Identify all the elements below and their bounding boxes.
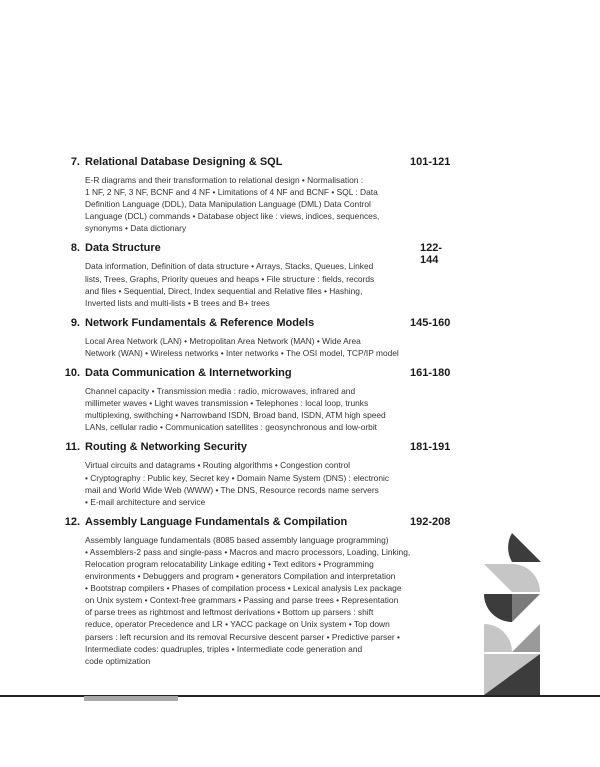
chapter-number: 8.: [70, 242, 80, 255]
topic-line: millimeter waves • Light waves transmission • Telephones : local loop, trunks: [85, 398, 369, 409]
chapter-title: Data Communication & Internetworking: [85, 367, 292, 380]
topic-line: on Unix system • Context-free grammars • Passing and parse trees • Representation: [85, 595, 399, 606]
toc-entry-7: [58, 156, 458, 234]
chapter-title: Network Fundamentals & Reference Models: [85, 316, 315, 329]
page-range: 101-121: [410, 156, 451, 168]
topic-line: • Cryptography : Public key, Secret key • Domain Name System (DNS) : electronic: [85, 472, 390, 483]
topic-line: environments • Debuggers and program • generators Compilation and interpretation: [85, 571, 396, 582]
page-range: 145-160: [410, 316, 451, 329]
topic-line: lists, Trees, Graphs, Priority queues and heaps • File structure : fields, records: [85, 273, 375, 284]
chapter-topics: [85, 260, 415, 308]
chapter-number: 10.: [64, 367, 80, 380]
toc-entry-8: [58, 242, 458, 308]
toc-entry-9: [58, 317, 458, 359]
topic-line: Definition Language (DDL), Data Manipulation Language (DML) Data Control: [85, 199, 371, 210]
geometric-leaf-motif-icon: [484, 533, 542, 695]
toc-entry-12: [58, 516, 458, 667]
chapter-topics: [85, 534, 415, 667]
chapter-number: 7.: [70, 156, 80, 168]
topic-line: E-R diagrams and their transformation to relational design • Normalisation :: [85, 175, 364, 185]
chapter-topics: [85, 385, 415, 433]
topic-line: multiplexing, swithching • Narrowband ISDN, Broad band, ISDN, ATM high speed: [85, 410, 386, 421]
topic-line: Data information, Definition of data structure • Arrays, Stacks, Queues, Linked: [85, 261, 374, 272]
topic-line: reduce, operator Precedence and LR • YACC package on Unix system • Top down: [85, 619, 390, 630]
topic-line: Channel capacity • Transmission media : radio, microwaves, infrared and: [85, 386, 356, 397]
topic-line: 1 NF, 2 NF, 3 NF, BCNF and 4 NF • Limitations of 4 NF and BCNF • SQL : Data: [85, 187, 378, 198]
page-range: 161-180: [410, 367, 451, 380]
topic-line: Virtual circuits and datagrams • Routing algorithms • Congestion control: [85, 460, 350, 471]
chapter-title: Assembly Language Fundamentals & Compilation: [85, 515, 348, 528]
table-of-contents: [58, 156, 458, 675]
topic-line: Intermediate codes: quadruples, triples • Intermediate code generation and: [85, 643, 363, 654]
toc-entry-11: [58, 441, 458, 507]
topic-line: Language (DCL) commands • Database object like : views, indices, sequences,: [85, 211, 380, 222]
chapter-topics: [85, 459, 415, 507]
topic-line: mail and World Wide Web (WWW) • The DNS, Resource records name servers: [85, 484, 379, 495]
topic-line: • E-mail architecture and service: [85, 496, 206, 507]
topic-line: Relocation program relocatability Linkage editing • Text editors • Programming: [85, 558, 374, 569]
toc-entry-10: [58, 367, 458, 433]
chapter-topics: [85, 335, 415, 359]
topic-line: code optimization: [85, 655, 151, 666]
topic-line: LANs, cellular radio • Communication satellites : geosynchronous and low-orbit: [85, 422, 378, 433]
topic-line: Network (WAN) • Wireless networks • Inter networks • The OSI model, TCP/IP model: [85, 347, 399, 358]
chapter-title: Routing & Networking Security: [85, 441, 247, 454]
topic-line: Inverted lists and multi-lists • B trees and B+ trees: [85, 297, 270, 308]
page-range: 122-144: [420, 242, 443, 267]
topic-line: • Bootstrap compilers • Phases of compilation process • Lexical analysis Lex package: [85, 583, 402, 594]
chapter-number: 9.: [70, 316, 80, 329]
topic-line: Assembly language fundamentals (8085 based assembly language programming): [85, 534, 389, 545]
topic-line: synonyms • Data dictionary: [85, 223, 187, 234]
topic-line: • Assemblers-2 pass and single-pass • Macros and macro processors, Loading, Linking,: [85, 546, 411, 557]
chapter-topics: [85, 174, 415, 234]
topic-line: and files • Sequential, Direct, Index sequential and Relative files • Hashing,: [85, 285, 363, 296]
page-range: 181-191: [410, 441, 451, 454]
topic-line: of parse trees as rightmost and leftmost derivations • Bottom up parsers : shift: [85, 607, 374, 618]
page-range: 192-208: [410, 515, 451, 528]
topic-line: Local Area Network (LAN) • Metropolitan Area Network (MAN) • Wide Area: [85, 335, 361, 346]
chapter-title: Relational Database Designing & SQL: [85, 156, 283, 168]
topic-line: parsers : left recursion and its removal Recursive descent parser • Predictive parser •: [85, 631, 400, 642]
footer-bar: [84, 696, 178, 701]
chapter-number: 12.: [64, 515, 80, 528]
chapter-title: Data Structure: [85, 242, 161, 255]
chapter-number: 11.: [65, 441, 80, 454]
